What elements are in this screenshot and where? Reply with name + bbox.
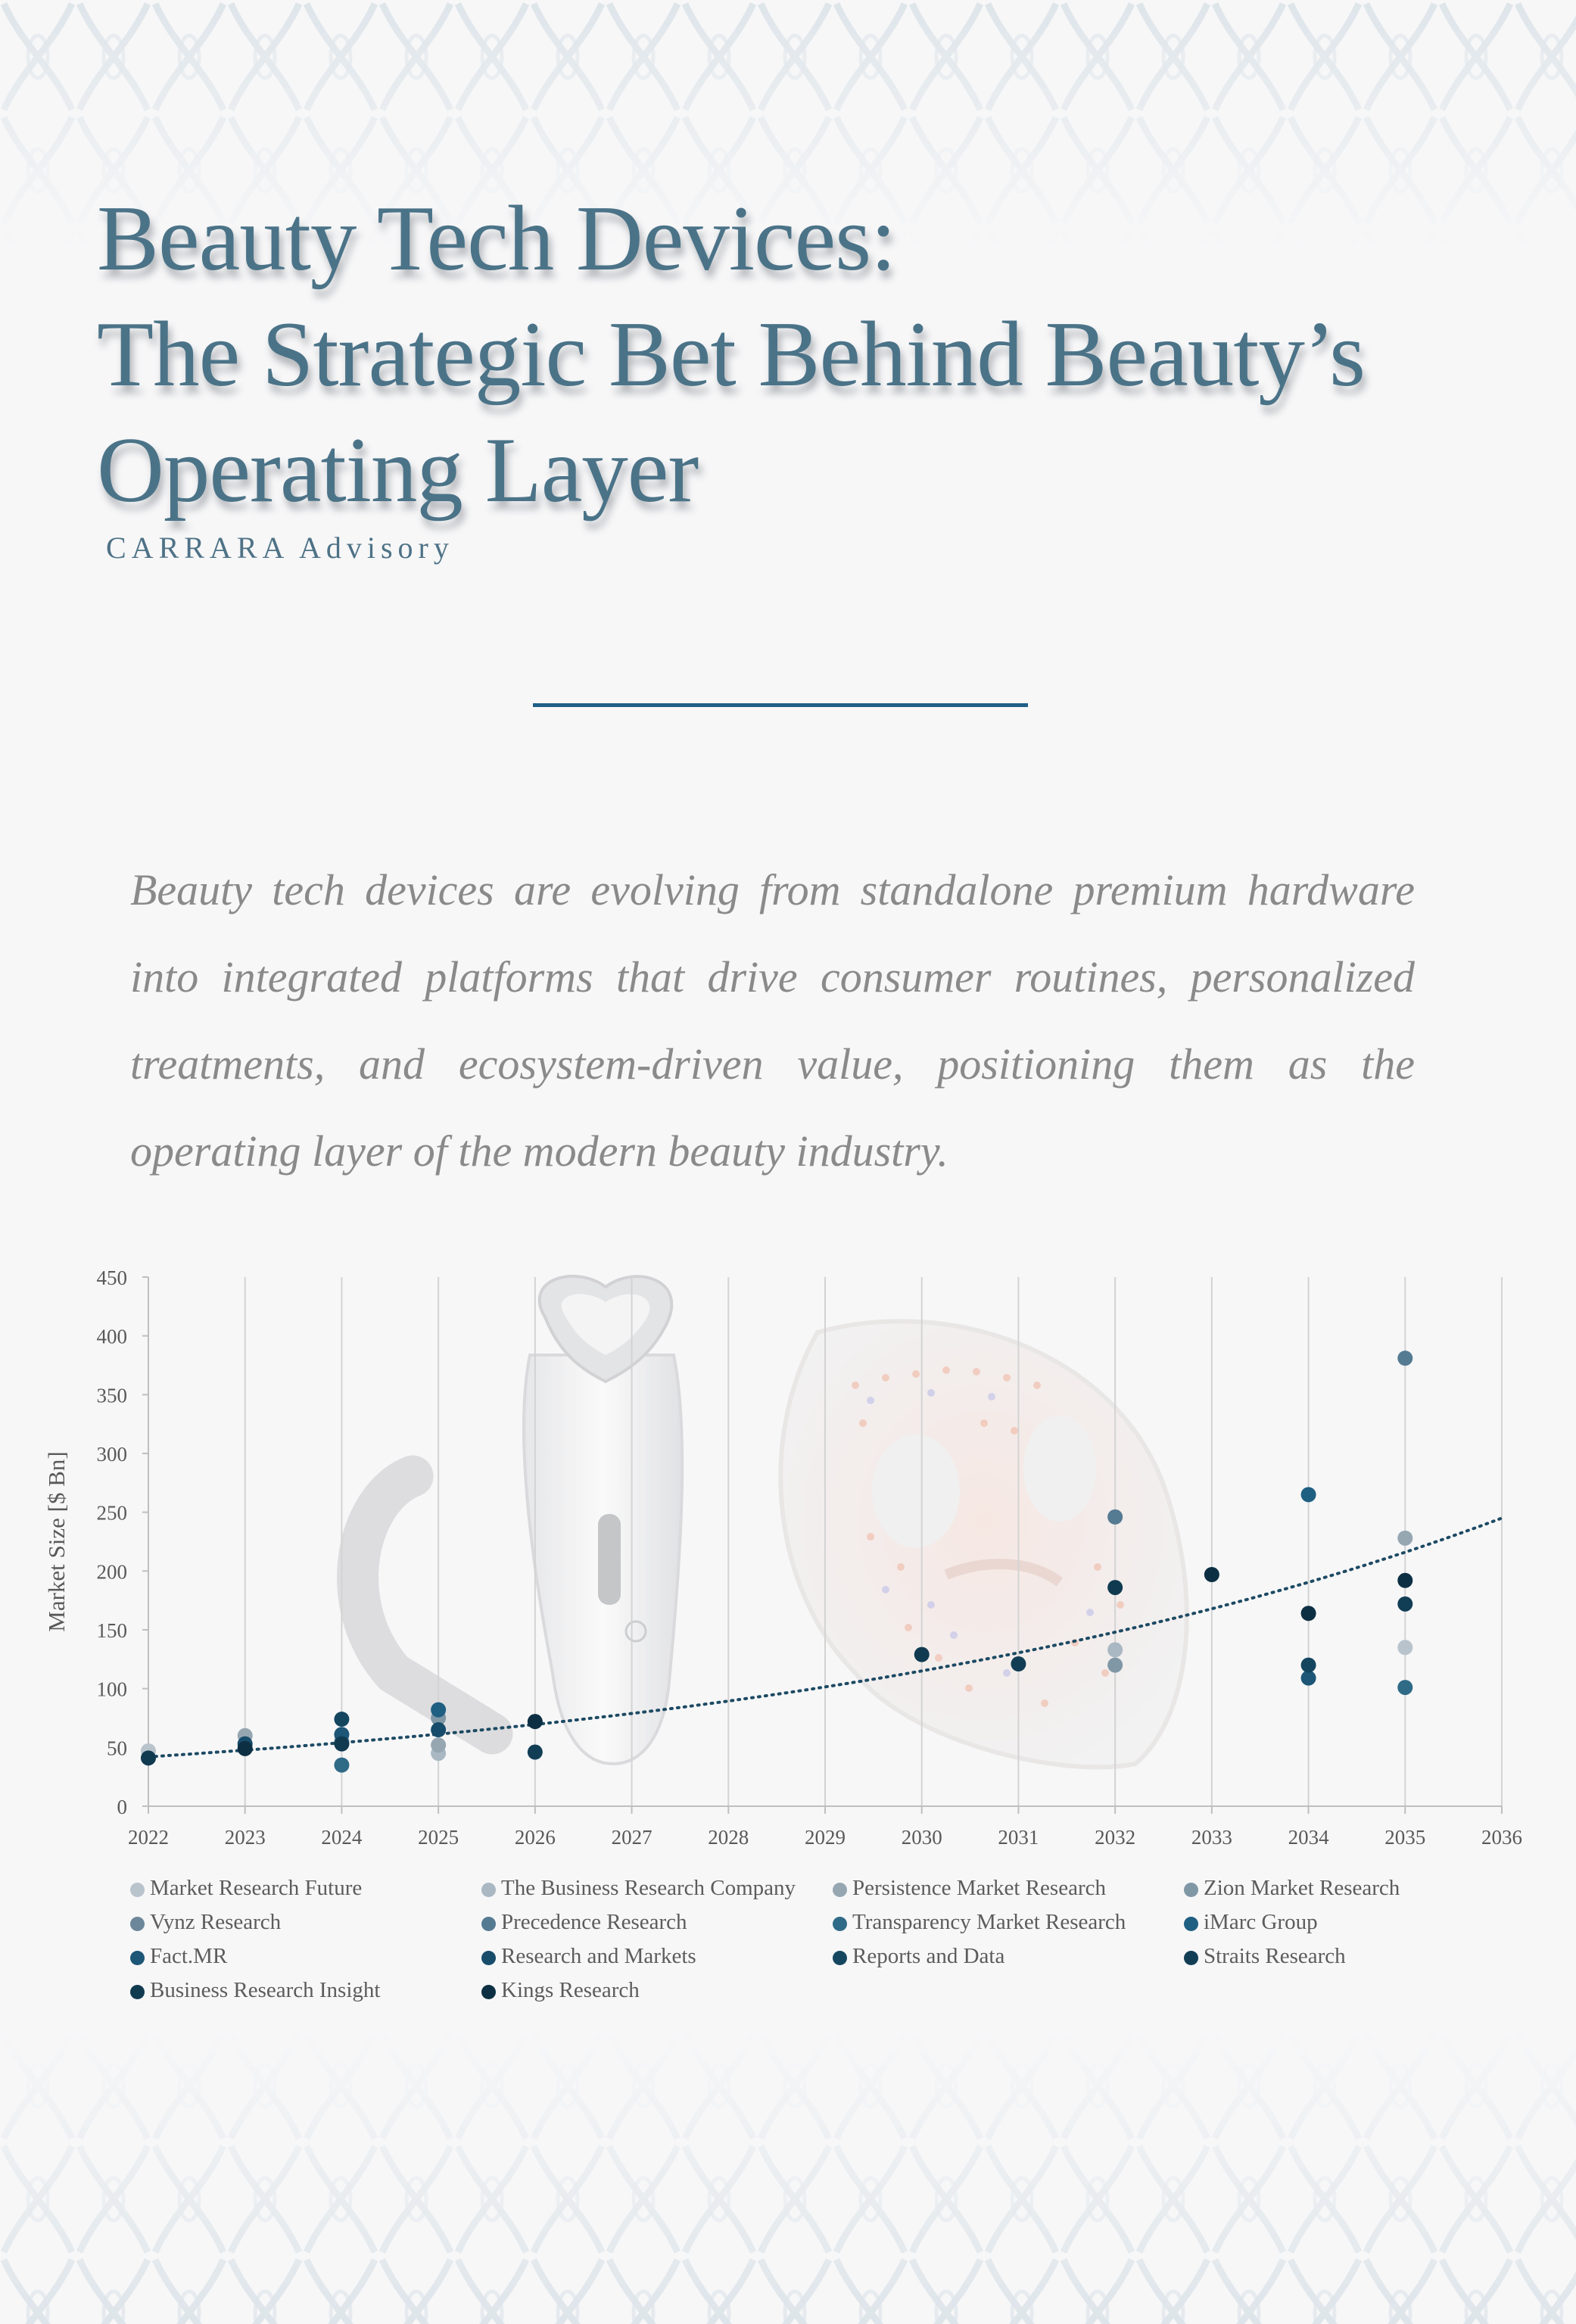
x-tick-label: 2024 <box>321 1826 363 1849</box>
legend-swatch <box>1184 1883 1198 1897</box>
data-point <box>334 1712 349 1727</box>
x-tick-label: 2033 <box>1191 1826 1232 1849</box>
data-point <box>914 1647 930 1662</box>
legend-label: Market Research Future <box>150 1876 363 1900</box>
data-point <box>431 1703 446 1718</box>
data-point <box>1397 1680 1412 1695</box>
title-line-3: Operating Layer <box>97 418 699 522</box>
legend-label: iMarc Group <box>1204 1910 1318 1934</box>
divider-rule <box>533 703 1028 707</box>
y-tick-label: 300 <box>96 1443 127 1466</box>
legend-swatch <box>130 1951 145 1965</box>
data-point <box>334 1758 349 1773</box>
x-tick-label: 2026 <box>514 1826 556 1849</box>
legend-swatch <box>481 1985 496 1999</box>
legend-swatch <box>130 1883 145 1897</box>
x-tick-label: 2028 <box>708 1826 749 1849</box>
data-point <box>1204 1567 1219 1582</box>
legend-label: Transparency Market Research <box>852 1910 1126 1934</box>
data-point <box>1107 1509 1123 1525</box>
legend-swatch <box>481 1917 496 1931</box>
legend-swatch <box>481 1883 496 1897</box>
data-point <box>431 1737 446 1752</box>
legend-label: Zion Market Research <box>1204 1876 1400 1900</box>
legend-swatch <box>130 1917 145 1931</box>
data-point <box>1301 1671 1316 1686</box>
legend-label: Persistence Market Research <box>852 1876 1106 1900</box>
x-tick-label: 2035 <box>1384 1826 1426 1849</box>
legend-label: Research and Markets <box>501 1944 696 1968</box>
data-point <box>238 1741 253 1756</box>
intro-paragraph <box>130 846 1415 1195</box>
data-point <box>1397 1531 1412 1546</box>
data-point <box>1301 1606 1316 1621</box>
decorative-pattern-bottom <box>0 2029 1576 2324</box>
y-tick-label: 50 <box>107 1737 127 1760</box>
data-point <box>1011 1656 1026 1671</box>
title-line-2: The Strategic Bet Behind Beauty’s <box>97 302 1365 406</box>
legend-label: Business Research Insight <box>150 1978 381 2002</box>
legend-label: Reports and Data <box>852 1944 1005 1968</box>
led-mask-image <box>358 1321 1187 1767</box>
data-point <box>1397 1597 1412 1612</box>
legend-label: Straits Research <box>1204 1944 1346 1968</box>
data-point <box>1397 1640 1412 1655</box>
x-tick-label: 2025 <box>418 1826 459 1849</box>
y-tick-label: 0 <box>117 1796 127 1818</box>
handheld-device-image <box>524 1276 682 1764</box>
title-line-1: Beauty Tech Devices: <box>97 186 896 290</box>
data-point <box>1301 1487 1316 1502</box>
y-tick-label: 100 <box>96 1678 127 1701</box>
intro-text: Beauty tech devices are evolving from standalone premium hardware into integrated platforms that drive consumer routines, personalized treatments, and ecosystem-driven value, positioning them as the operating layer of the modern beauty industry. <box>130 865 1415 1176</box>
data-point <box>141 1750 156 1765</box>
y-tick-label: 150 <box>96 1619 127 1642</box>
legend-swatch <box>481 1951 496 1965</box>
x-tick-label: 2022 <box>128 1826 169 1849</box>
market-size-chart <box>0 1249 1576 1870</box>
data-point <box>1107 1658 1123 1673</box>
page-title <box>97 180 1365 528</box>
data-point <box>334 1737 349 1752</box>
x-tick-label: 2036 <box>1481 1826 1522 1849</box>
y-tick-label: 450 <box>96 1266 127 1289</box>
y-tick-label: 350 <box>96 1384 127 1407</box>
legend-swatch <box>833 1883 847 1897</box>
data-point <box>1397 1573 1412 1588</box>
y-tick-label: 400 <box>96 1325 127 1348</box>
x-tick-label: 2032 <box>1095 1826 1136 1849</box>
legend-label: Precedence Research <box>501 1910 687 1934</box>
x-tick-label: 2029 <box>805 1826 846 1849</box>
legend-swatch <box>833 1917 847 1931</box>
x-tick-label: 2030 <box>901 1826 942 1849</box>
y-tick-label: 200 <box>96 1560 127 1584</box>
y-tick-label: 250 <box>96 1501 127 1525</box>
x-tick-label: 2034 <box>1288 1826 1329 1849</box>
brand-subtitle: CARRARA Advisory <box>106 531 454 565</box>
data-point <box>1107 1642 1123 1657</box>
data-point <box>431 1722 446 1737</box>
legend-swatch <box>1184 1951 1198 1965</box>
data-point <box>1397 1350 1412 1366</box>
legend-label: Fact.MR <box>150 1944 228 1968</box>
data-point <box>528 1714 543 1729</box>
data-point <box>528 1745 543 1760</box>
x-tick-label: 2027 <box>611 1826 653 1849</box>
legend-label: Vynz Research <box>150 1910 282 1934</box>
legend-label: Kings Research <box>501 1978 640 2002</box>
data-point <box>1107 1580 1123 1595</box>
data-point <box>1301 1658 1316 1673</box>
x-tick-label: 2031 <box>998 1826 1039 1849</box>
legend-swatch <box>1184 1917 1198 1931</box>
x-tick-label: 2023 <box>224 1826 266 1849</box>
legend-swatch <box>130 1985 145 1999</box>
legend-swatch <box>833 1951 847 1965</box>
legend-label: The Business Research Company <box>501 1876 796 1900</box>
y-axis-title: Market Size [$ Bn] <box>43 1451 70 1632</box>
